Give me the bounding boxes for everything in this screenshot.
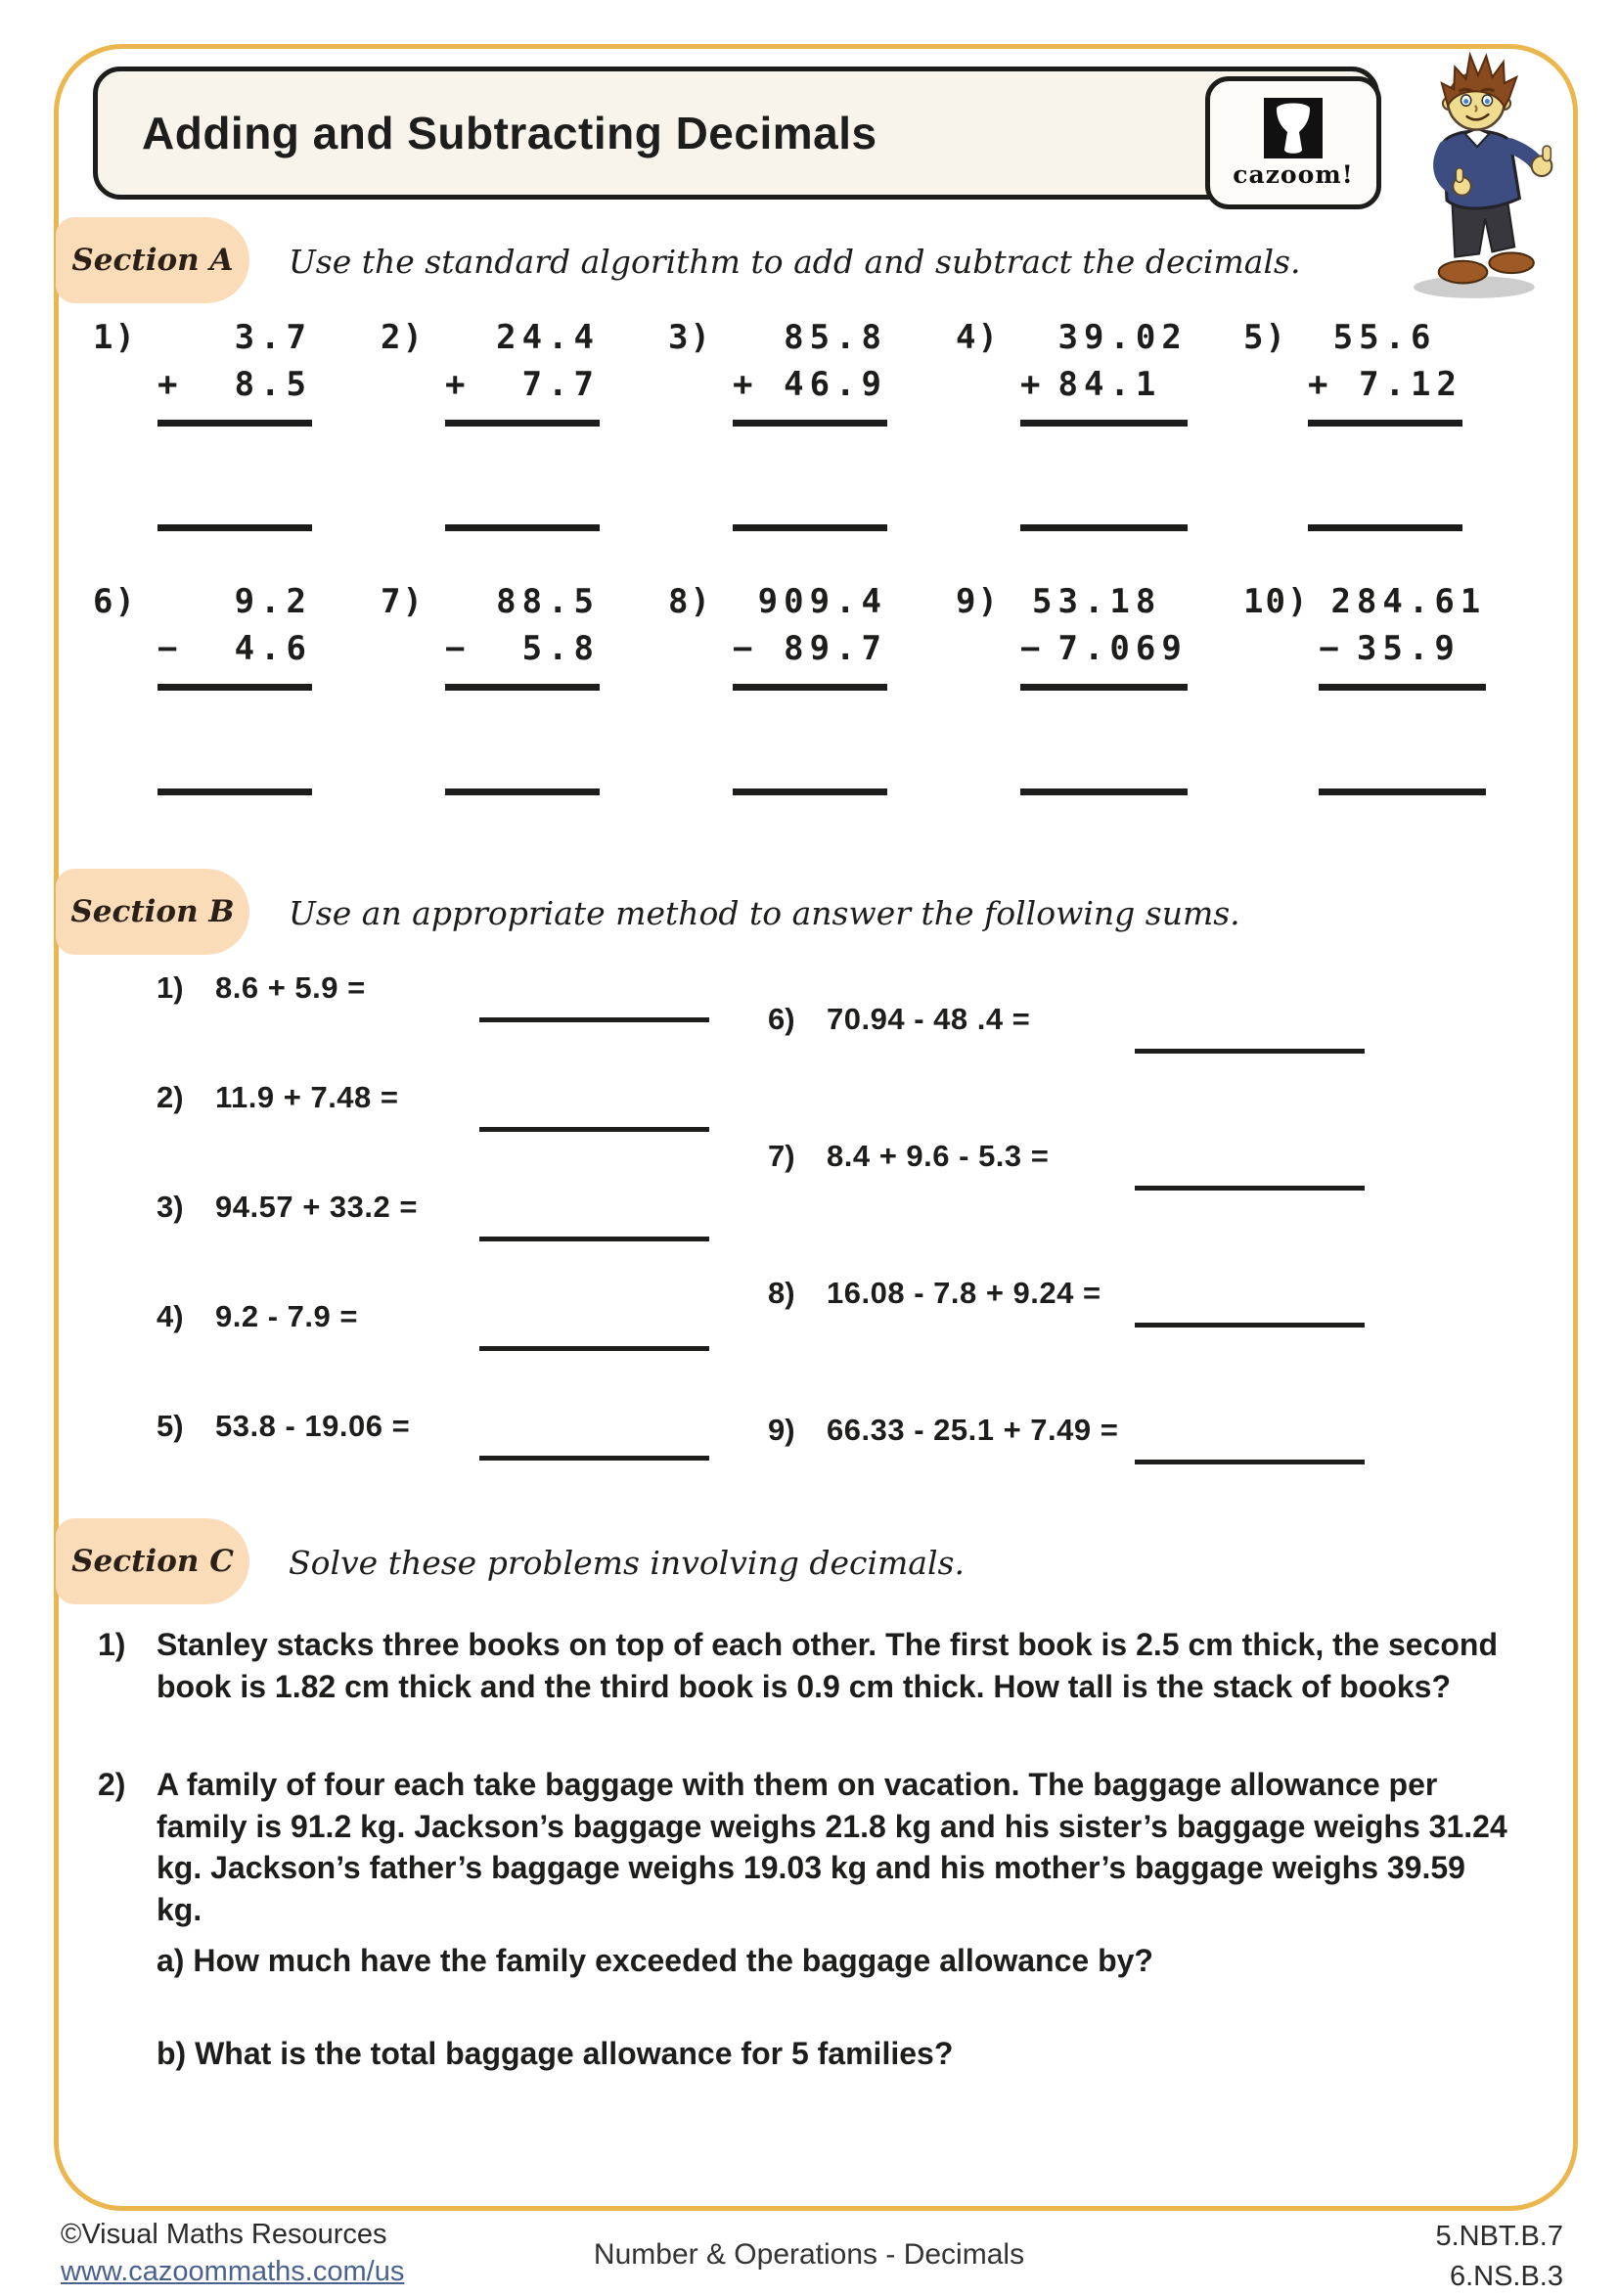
answer-line [1308, 524, 1462, 531]
mascot-boy-illustration [1391, 49, 1563, 301]
answer-line [157, 524, 312, 531]
top-operand-row [733, 579, 887, 626]
vertical-problem [381, 579, 668, 795]
problem-number: 10) [1243, 582, 1310, 621]
operator-sign: − [445, 628, 472, 668]
expression: 8.6 + 5.9 = [215, 970, 366, 1005]
problem-body [157, 315, 312, 531]
bottom-operand: 46.9 [784, 364, 887, 404]
problem-number: 2) [381, 318, 425, 357]
word-problem [98, 1624, 1516, 1707]
section-a-tab [56, 217, 249, 303]
operator-sign: + [1020, 364, 1047, 404]
expression: 11.9 + 7.48 = [215, 1080, 399, 1114]
problem-body [1020, 315, 1188, 531]
section-b-right-column [768, 1002, 1394, 1483]
top-operand: 3.7 [234, 318, 312, 357]
vertical-problem [1243, 579, 1531, 795]
section-a-row-1 [93, 315, 1531, 531]
bottom-operand-row [157, 626, 312, 673]
footer-standards [1435, 2217, 1563, 2296]
top-operand-row [1319, 579, 1486, 626]
bottom-operand-row [733, 626, 887, 673]
top-operand: 284.61 [1330, 582, 1487, 621]
website-link[interactable]: www.cazoommaths.com/us [61, 2255, 405, 2287]
expression: 70.94 - 48 .4 = [827, 1002, 1031, 1036]
top-operand: 55.6 [1332, 318, 1462, 357]
vertical-problem [1243, 315, 1531, 531]
operator-sign: − [157, 628, 184, 668]
top-operand-row [445, 315, 600, 362]
bottom-operand: 7.7 [521, 364, 600, 404]
title-banner [93, 67, 1379, 200]
equals-line [1308, 420, 1462, 427]
expression: 9.2 - 7.9 = [215, 1299, 358, 1333]
answer-line [733, 788, 887, 795]
vertical-problem [956, 579, 1243, 795]
section-a-row-2 [93, 579, 1531, 795]
copyright-text: ©Visual Maths Resources [61, 2219, 387, 2250]
section-b-instruction: Use an appropriate method to answer the following sums. [289, 894, 1240, 932]
top-operand: 24.4 [496, 318, 600, 357]
answer-blank [479, 1237, 709, 1241]
expression: 66.33 - 25.1 + 7.49 = [827, 1413, 1119, 1447]
equals-line [1319, 684, 1486, 691]
bottom-operand-row [1020, 362, 1188, 409]
answer-line [1020, 524, 1188, 531]
section-b-tab [56, 869, 249, 955]
problem-number: 9) [768, 1413, 795, 1447]
section-c-instruction: Solve these problems involving decimals. [289, 1544, 965, 1582]
problem-body [157, 1764, 1516, 2074]
answer-blank [479, 1127, 709, 1132]
answer-blank [479, 1346, 709, 1351]
page-title: Adding and Subtracting Decimals [142, 108, 877, 158]
problem-number: 3) [157, 1190, 184, 1224]
problem-text: Stanley stacks three books on top of each other. The first book is 2.5 cm thick, the second book is 1.82 cm thick and the third book is 0.9 cm thick. How tall is the stack of books? [157, 1627, 1499, 1704]
problem-body [733, 315, 887, 531]
problem-body [157, 1624, 1516, 1707]
answer-line [1020, 788, 1188, 795]
section-a-label: Section A [71, 243, 234, 278]
problem-body [1020, 579, 1188, 795]
sum-problem [157, 970, 773, 1041]
top-operand: 9.2 [234, 582, 312, 621]
operator-sign: − [1020, 628, 1047, 668]
sum-problem [157, 1190, 773, 1260]
vertical-problem [956, 315, 1243, 531]
top-operand: 909.4 [757, 582, 887, 621]
problem-number: 8) [768, 1276, 795, 1310]
answer-line [1319, 788, 1486, 795]
answer-line [733, 524, 887, 531]
answer-blank [479, 1456, 709, 1461]
bottom-operand: 89.7 [784, 628, 887, 668]
sum-problem [157, 1299, 773, 1370]
problem-number: 7) [768, 1139, 795, 1173]
operator-sign: − [733, 628, 759, 668]
section-c-label: Section C [71, 1544, 234, 1579]
answer-blank [1135, 1460, 1365, 1464]
section-b-left-column [157, 970, 773, 1479]
expression: 94.57 + 33.2 = [215, 1190, 418, 1224]
expression: 53.8 - 19.06 = [215, 1409, 411, 1443]
problem-number: 2) [157, 1080, 184, 1114]
logo-wordmark: cazoom! [1233, 159, 1354, 189]
top-operand-row [157, 315, 312, 362]
bottom-operand: 7.12 [1359, 364, 1462, 404]
expression: 8.4 + 9.6 - 5.3 = [827, 1139, 1050, 1173]
bottom-operand: 84.1 [1057, 364, 1188, 404]
problem-number: 5) [1243, 318, 1287, 357]
top-operand: 85.8 [784, 318, 887, 357]
bottom-operand: 4.6 [234, 628, 312, 668]
problem-subpart: b) What is the total baggage allowance for 5 families? [157, 2035, 954, 2071]
sum-problem [768, 1276, 1394, 1346]
section-c-problems [98, 1624, 1516, 2074]
problem-body [445, 579, 600, 795]
top-operand: 39.02 [1057, 318, 1188, 357]
cazoom-logo [1205, 76, 1381, 209]
equals-line [445, 420, 600, 427]
bottom-operand-row [1308, 362, 1462, 409]
bottom-operand: 35.9 [1356, 628, 1487, 668]
operator-sign: + [445, 364, 472, 404]
problem-body [733, 579, 887, 795]
answer-line [445, 524, 600, 531]
problem-body [157, 579, 312, 795]
section-c-tab [56, 1518, 249, 1604]
problem-number: 8) [668, 582, 712, 621]
bottom-operand: 5.8 [521, 628, 600, 668]
problem-number: 2) [98, 1767, 126, 1803]
operator-sign: + [733, 364, 759, 404]
answer-blank [1135, 1049, 1365, 1054]
djembe-drum-icon [1262, 98, 1325, 158]
top-operand-row [445, 579, 600, 626]
top-operand-row [733, 315, 887, 362]
standard-code-2: 6.NS.B.3 [1449, 2260, 1563, 2292]
top-operand-row [1020, 315, 1188, 362]
section-a-instruction: Use the standard algorithm to add and subtract the decimals. [289, 243, 1301, 281]
bottom-operand: 7.069 [1057, 628, 1188, 668]
bottom-operand: 8.5 [234, 364, 312, 404]
equals-line [733, 420, 887, 427]
top-operand-row [1020, 579, 1188, 626]
problem-number: 1) [157, 970, 184, 1005]
answer-line [445, 788, 600, 795]
sum-problem [768, 1139, 1394, 1209]
answer-blank [1135, 1323, 1365, 1328]
problem-number: 6) [93, 582, 137, 621]
problem-number: 6) [768, 1002, 795, 1036]
section-b-label: Section B [70, 894, 235, 929]
equals-line [1020, 684, 1188, 691]
top-operand: 53.18 [1032, 582, 1188, 621]
answer-line [157, 788, 312, 795]
problem-body [445, 315, 600, 531]
operator-sign: + [1308, 364, 1334, 404]
bottom-operand-row [445, 626, 600, 673]
problem-subparts [157, 1940, 1516, 2074]
top-operand: 88.5 [496, 582, 600, 621]
problem-number: 7) [381, 582, 425, 621]
problem-number: 1) [93, 318, 137, 357]
problem-number: 4) [956, 318, 1000, 357]
bottom-operand-row [445, 362, 600, 409]
vertical-problem [668, 579, 956, 795]
equals-line [157, 684, 312, 691]
sum-problem [768, 1413, 1394, 1483]
bottom-operand-row [1319, 626, 1486, 673]
sum-problem [157, 1080, 773, 1150]
operator-sign: − [1319, 628, 1345, 668]
answer-blank [479, 1017, 709, 1022]
problem-subpart: a) How much have the family exceeded the baggage allowance by? [157, 1943, 1153, 1979]
operator-sign: + [157, 364, 184, 404]
vertical-problem [93, 315, 381, 531]
problem-text: A family of four each take baggage with them on vacation. The baggage allowance per family is 91.2 kg. Jackson’s baggage weighs 21.8 kg and his sister’s baggage weighs 31.24 kg. Jackson’s father’s baggage weighs 19.03 kg and his mother’s baggage weighs 39.59 kg. [157, 1767, 1507, 1927]
equals-line [733, 684, 887, 691]
word-problem [98, 1764, 1516, 2074]
vertical-problem [93, 579, 381, 795]
sum-problem [157, 1409, 773, 1479]
vertical-problem [381, 315, 668, 531]
bottom-operand-row [1020, 626, 1188, 673]
problem-body [1319, 579, 1486, 795]
answer-blank [1135, 1186, 1365, 1191]
problem-body [1308, 315, 1462, 531]
problem-number: 9) [956, 582, 1000, 621]
equals-line [445, 684, 600, 691]
sum-problem [768, 1002, 1394, 1072]
problem-number: 1) [98, 1627, 126, 1662]
problem-number: 4) [157, 1299, 184, 1333]
expression: 16.08 - 7.8 + 9.24 = [827, 1276, 1101, 1310]
standard-code-1: 5.NBT.B.7 [1435, 2221, 1563, 2252]
bottom-operand-row [157, 362, 312, 409]
bottom-operand-row [733, 362, 887, 409]
problem-number: 5) [157, 1409, 184, 1443]
top-operand-row [157, 579, 312, 626]
problem-number: 3) [668, 318, 712, 357]
footer-topic: Number & Operations - Decimals [593, 2238, 1025, 2271]
equals-line [157, 420, 312, 427]
top-operand-row [1308, 315, 1462, 362]
equals-line [1020, 420, 1188, 427]
vertical-problem [668, 315, 956, 531]
